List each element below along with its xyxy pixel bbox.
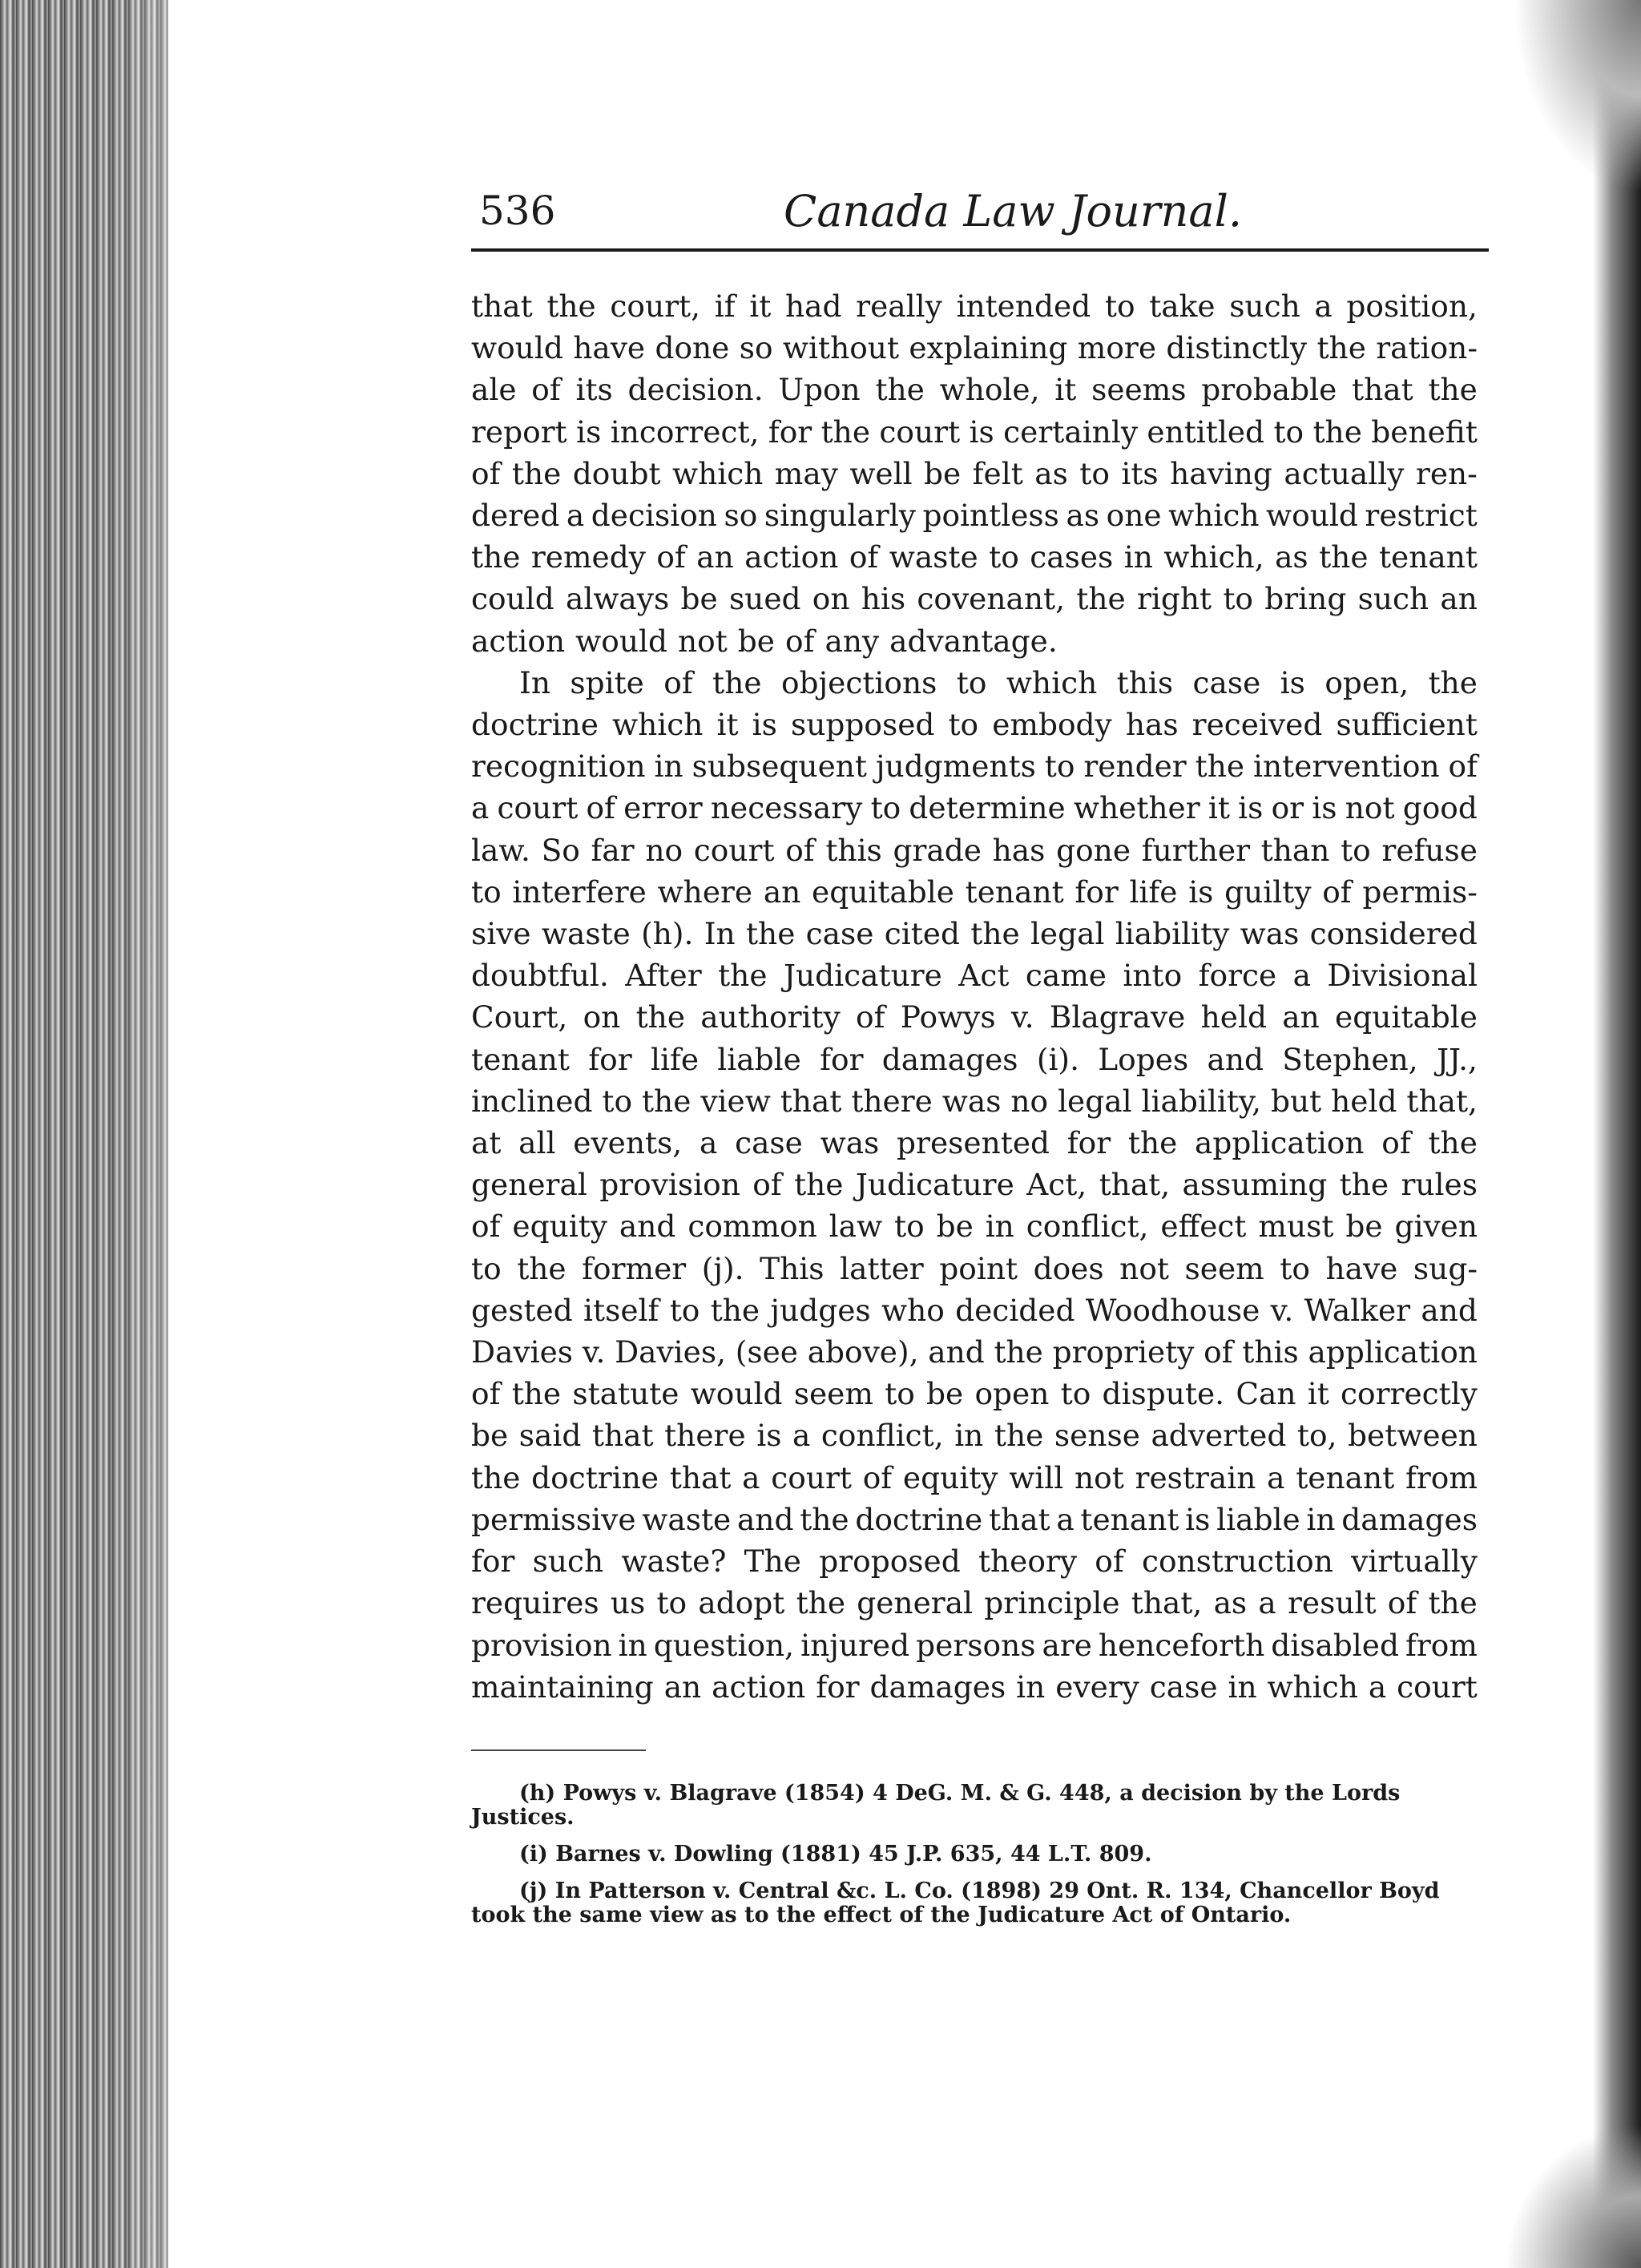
footnote-line: (h) Powys v. Blagrave (1854) 4 DeG. M. & G. 448, a decision by the Lords bbox=[519, 1780, 1401, 1806]
footnote-line: Justices. bbox=[471, 1804, 575, 1830]
body-line: of equity and common law to be in conflict, effect must be given bbox=[471, 1209, 1478, 1245]
body-line: doctrine which it is supposed to embody has received sufficient bbox=[471, 707, 1478, 743]
body-line: provision in question, injured persons are henceforth disabled from bbox=[471, 1627, 1478, 1663]
page-right-edge-shadow bbox=[1593, 0, 1641, 2268]
footnote bbox=[471, 1842, 1478, 1866]
body-line: doubtful. After the Judicature Act came into force a Divisional bbox=[471, 958, 1478, 994]
body-line: the doctrine that a court of equity will not restrain a tenant from bbox=[471, 1459, 1478, 1495]
body-line: tenant for life liable for damages (i). Lopes and Stephen, JJ., bbox=[471, 1041, 1478, 1077]
body-line: In spite of the objections to which this case is open, the bbox=[519, 664, 1478, 700]
body-line: sive waste (h). In the case cited the legal liability was considered bbox=[471, 916, 1478, 952]
body-line: Davies v. Davies, (see above), and the propriety of this application bbox=[471, 1334, 1478, 1370]
footnote-separator bbox=[471, 1749, 646, 1751]
footnotes bbox=[471, 1782, 1478, 1927]
footnote bbox=[471, 1782, 1478, 1830]
body-line: to interfere where an equitable tenant for life is guilty of permis- bbox=[471, 874, 1478, 910]
body-line: requires us to adopt the general principle that, as a result of the bbox=[471, 1585, 1478, 1621]
body-line: the remedy of an action of waste to cases in which, as the tenant bbox=[471, 539, 1478, 575]
page-header bbox=[471, 183, 1489, 252]
body-line: general provision of the Judicature Act, that, assuming the rules bbox=[471, 1167, 1478, 1203]
running-title: Canada Law Journal. bbox=[784, 186, 1243, 236]
body-line: could always be sued on his covenant, the right to bring such an bbox=[471, 581, 1478, 617]
footnote-line: (i) Barnes v. Dowling (1881) 45 J.P. 635, 44 L.T. 809. bbox=[519, 1841, 1152, 1866]
body-line: Court, on the authority of Powys v. Blagrave held an equitable bbox=[471, 999, 1478, 1035]
body-line: of the statute would seem to be open to dispute. Can it correctly bbox=[471, 1376, 1478, 1412]
body-line: that the court, if it had really intended to take such a position, bbox=[471, 289, 1478, 324]
body-line: report is incorrect, for the court is certainly entitled to the benefit bbox=[471, 414, 1478, 450]
body-line: law. So far no court of this grade has gone further than to refuse bbox=[471, 832, 1478, 868]
page-corner-top-right bbox=[1513, 0, 1641, 192]
footnote-line: took the same view as to the effect of the Judicature Act of Ontario. bbox=[471, 1902, 1292, 1927]
body-line: be said that there is a conflict, in the sense adverted to, between bbox=[471, 1418, 1478, 1454]
footnote-line: (j) In Patterson v. Central &c. L. Co. (1898) 29 Ont. R. 134, Chancellor Boyd bbox=[519, 1878, 1440, 1903]
body-text bbox=[471, 285, 1478, 1708]
body-line: maintaining an action for damages in every case in which a court bbox=[471, 1669, 1478, 1705]
page-corner-bottom-right bbox=[1505, 2124, 1641, 2268]
body-line: ale of its decision. Upon the whole, it seems probable that the bbox=[471, 372, 1478, 408]
body-line: for such waste? The proposed theory of construction virtually bbox=[471, 1544, 1478, 1580]
document-page bbox=[471, 183, 1478, 1940]
page-number: 536 bbox=[479, 188, 556, 234]
body-line: action would not be of any advantage. bbox=[471, 623, 1058, 659]
body-line: inclined to the view that there was no legal liability, but held that, bbox=[471, 1083, 1478, 1119]
binding-fade bbox=[120, 0, 280, 2268]
body-line: to the former (j). This latter point does not seem to have sug- bbox=[471, 1250, 1478, 1286]
body-line: permissive waste and the doctrine that a tenant is liable in damages bbox=[471, 1501, 1478, 1537]
body-line: would have done so without explaining more distinctly the ration- bbox=[471, 330, 1478, 366]
body-line: recognition in subsequent judgments to render the intervention of bbox=[471, 749, 1478, 785]
body-line: dered a decision so singularly pointless as one which would restrict bbox=[471, 498, 1478, 534]
body-line: a court of error necessary to determine whether it is or is not good bbox=[471, 790, 1478, 826]
body-line: of the doubt which may well be felt as to its having actually ren- bbox=[471, 455, 1478, 491]
body-line: at all events, a case was presented for the application of the bbox=[471, 1125, 1478, 1161]
footnote bbox=[471, 1879, 1478, 1927]
body-line: gested itself to the judges who decided Woodhouse v. Walker and bbox=[471, 1292, 1478, 1328]
